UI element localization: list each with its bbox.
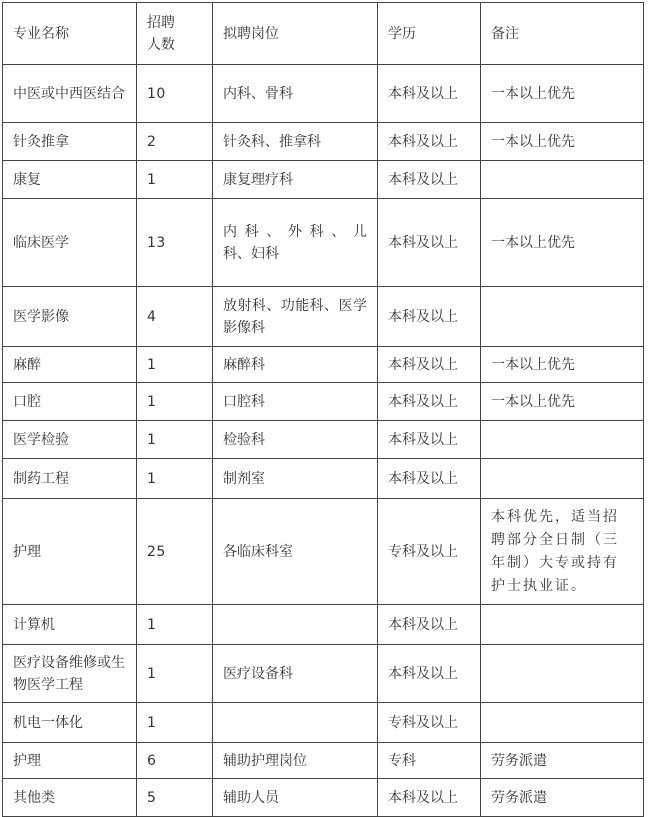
cell-remarks: 劳务派遣 [481, 743, 644, 779]
cell-count: 25 [137, 499, 213, 605]
table-row [3, 499, 644, 605]
header-education: 学历 [378, 3, 481, 65]
cell-education: 专科及以上 [378, 703, 481, 743]
cell-count: 13 [137, 199, 213, 287]
cell-count: 4 [137, 287, 213, 347]
cell-position: 麻醉科 [213, 347, 378, 383]
cell-remarks: 本科优先，适当招聘部分全日制（三年制）大专或持有护士执业证。 [481, 499, 644, 605]
cell-major: 针灸推拿 [3, 123, 137, 161]
header-position: 拟聘岗位 [213, 3, 378, 65]
cell-major: 护理 [3, 743, 137, 779]
cell-position: 内科、骨科 [213, 65, 378, 123]
cell-major: 医学检验 [3, 421, 137, 459]
table-row [3, 123, 644, 161]
cell-count: 5 [137, 779, 213, 817]
cell-education: 本科及以上 [378, 161, 481, 199]
cell-position [213, 605, 378, 645]
table-row [3, 703, 644, 743]
table-row [3, 287, 644, 347]
cell-remarks [481, 459, 644, 499]
cell-remarks [481, 645, 644, 703]
cell-education: 本科及以上 [378, 347, 481, 383]
cell-major: 医疗设备维修或生物医学工程 [3, 645, 137, 703]
cell-position: 各临床科室 [213, 499, 378, 605]
cell-major: 机电一体化 [3, 703, 137, 743]
table-row [3, 421, 644, 459]
table-row [3, 347, 644, 383]
cell-major: 中医或中西医结合 [3, 65, 137, 123]
cell-education: 本科及以上 [378, 123, 481, 161]
cell-major: 临床医学 [3, 199, 137, 287]
header-count: 招聘人数 [137, 3, 213, 65]
header-remarks: 备注 [481, 3, 644, 65]
cell-count: 1 [137, 459, 213, 499]
cell-count: 1 [137, 161, 213, 199]
cell-major: 医学影像 [3, 287, 137, 347]
cell-remarks: 一本以上优先 [481, 199, 644, 287]
cell-position: 康复理疗科 [213, 161, 378, 199]
cell-education: 本科及以上 [378, 459, 481, 499]
cell-major: 计算机 [3, 605, 137, 645]
cell-count: 1 [137, 645, 213, 703]
cell-major: 麻醉 [3, 347, 137, 383]
cell-position: 辅助护理岗位 [213, 743, 378, 779]
cell-count: 1 [137, 383, 213, 421]
cell-count: 1 [137, 347, 213, 383]
table-row [3, 743, 644, 779]
cell-major: 制药工程 [3, 459, 137, 499]
table-row [3, 199, 644, 287]
recruitment-table [2, 2, 644, 817]
cell-education: 专科及以上 [378, 499, 481, 605]
cell-remarks: 一本以上优先 [481, 347, 644, 383]
cell-position: 放射科、功能科、医学影像科 [213, 287, 378, 347]
table-row [3, 65, 644, 123]
cell-remarks [481, 421, 644, 459]
cell-education: 本科及以上 [378, 779, 481, 817]
cell-position: 辅助人员 [213, 779, 378, 817]
cell-major: 康复 [3, 161, 137, 199]
table-row [3, 779, 644, 817]
table-row [3, 383, 644, 421]
cell-remarks: 一本以上优先 [481, 123, 644, 161]
cell-position: 口腔科 [213, 383, 378, 421]
cell-position [213, 703, 378, 743]
cell-position: 内 科 、 外 科 、 儿 科、妇科 [213, 199, 378, 287]
cell-education: 本科及以上 [378, 383, 481, 421]
cell-education: 本科及以上 [378, 421, 481, 459]
cell-count: 2 [137, 123, 213, 161]
cell-remarks [481, 287, 644, 347]
cell-education: 专科 [378, 743, 481, 779]
cell-remarks: 一本以上优先 [481, 65, 644, 123]
cell-remarks [481, 703, 644, 743]
cell-count: 6 [137, 743, 213, 779]
cell-count: 10 [137, 65, 213, 123]
cell-major: 其他类 [3, 779, 137, 817]
cell-position: 针灸科、推拿科 [213, 123, 378, 161]
cell-remarks: 劳务派遣 [481, 779, 644, 817]
cell-position: 检验科 [213, 421, 378, 459]
cell-remarks [481, 605, 644, 645]
cell-remarks: 一本以上优先 [481, 383, 644, 421]
table-row [3, 161, 644, 199]
header-major: 专业名称 [3, 3, 137, 65]
cell-position: 医疗设备科 [213, 645, 378, 703]
cell-count: 1 [137, 703, 213, 743]
cell-count: 1 [137, 421, 213, 459]
cell-education: 本科及以上 [378, 287, 481, 347]
cell-education: 本科及以上 [378, 199, 481, 287]
table-row [3, 605, 644, 645]
cell-major: 护理 [3, 499, 137, 605]
cell-education: 本科及以上 [378, 65, 481, 123]
table-row [3, 459, 644, 499]
cell-education: 本科及以上 [378, 605, 481, 645]
cell-major: 口腔 [3, 383, 137, 421]
cell-count: 1 [137, 605, 213, 645]
cell-position: 制剂室 [213, 459, 378, 499]
cell-education: 本科及以上 [378, 645, 481, 703]
header-row [3, 3, 644, 65]
cell-remarks [481, 161, 644, 199]
table-row [3, 645, 644, 703]
